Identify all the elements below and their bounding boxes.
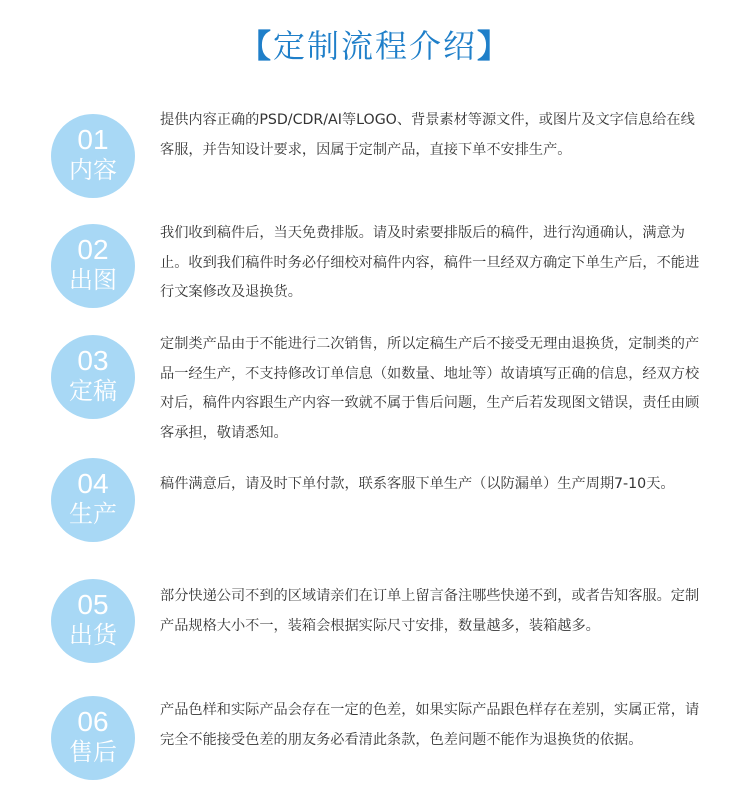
step-label: 定稿 — [69, 377, 117, 405]
step-number: 06 — [77, 706, 109, 737]
step-description: 部分快递公司不到的区域请亲们在订单上留言备注哪些快递不到，或者告知客服。定制产品规格大小不一，装箱会根据实际尺寸安排，数量越多，装箱越多。 — [160, 588, 700, 634]
title-left-bracket: 【 — [238, 27, 273, 65]
step-label: 生产 — [69, 500, 117, 528]
step-number: 01 — [77, 124, 109, 155]
page-title — [0, 26, 750, 66]
title-right-bracket: 】 — [477, 27, 512, 65]
step-description: 产品色样和实际产品会存在一定的色差，如果实际产品跟色样存在差别，实属正常，请完全不能接受色差的朋友务必看清此条款，色差问题不能作为退换货的依据。 — [160, 702, 700, 748]
step-description: 稿件满意后，请及时下单付款，联系客服下单生产（以防漏单）生产周期7-10天。 — [160, 476, 675, 492]
step-badge — [51, 579, 135, 663]
step-description: 提供内容正确的PSD/CDR/AI等LOGO、背景素材等源文件，或图片及文字信息给在线客服，并告知设计要求，因属于定制产品，直接下单不安排生产。 — [160, 112, 695, 158]
step-badge — [51, 458, 135, 542]
step-number: 02 — [77, 234, 109, 265]
step-description: 定制类产品由于不能进行二次销售，所以定稿生产后不接受无理由退换货，定制类的产品一经生产，不支持修改订单信息（如数量、地址等）故请填写正确的信息，经双方校对后，稿件内容跟生产内容一致就不属于售后问题，生产后若发现图文错误，责任由顾客承担，敬请悉知。 — [160, 336, 700, 441]
step-label: 出货 — [69, 621, 117, 649]
step-label: 出图 — [69, 266, 117, 294]
step-number: 05 — [77, 589, 109, 620]
step-number: 04 — [77, 468, 109, 499]
step-label: 售后 — [69, 738, 117, 766]
step-badge — [51, 335, 135, 419]
step-description: 我们收到稿件后，当天免费排版。请及时索要排版后的稿件，进行沟通确认，满意为止。收到我们稿件时务必仔细校对稿件内容，稿件一旦经双方确定下单生产后，不能进行文案修改及退换货。 — [160, 225, 700, 300]
step-label: 内容 — [69, 156, 117, 184]
step-badge — [51, 114, 135, 198]
title-text: 定制流程介绍 — [272, 27, 477, 65]
step-number: 03 — [77, 345, 109, 376]
step-badge — [51, 224, 135, 308]
step-badge — [51, 696, 135, 780]
